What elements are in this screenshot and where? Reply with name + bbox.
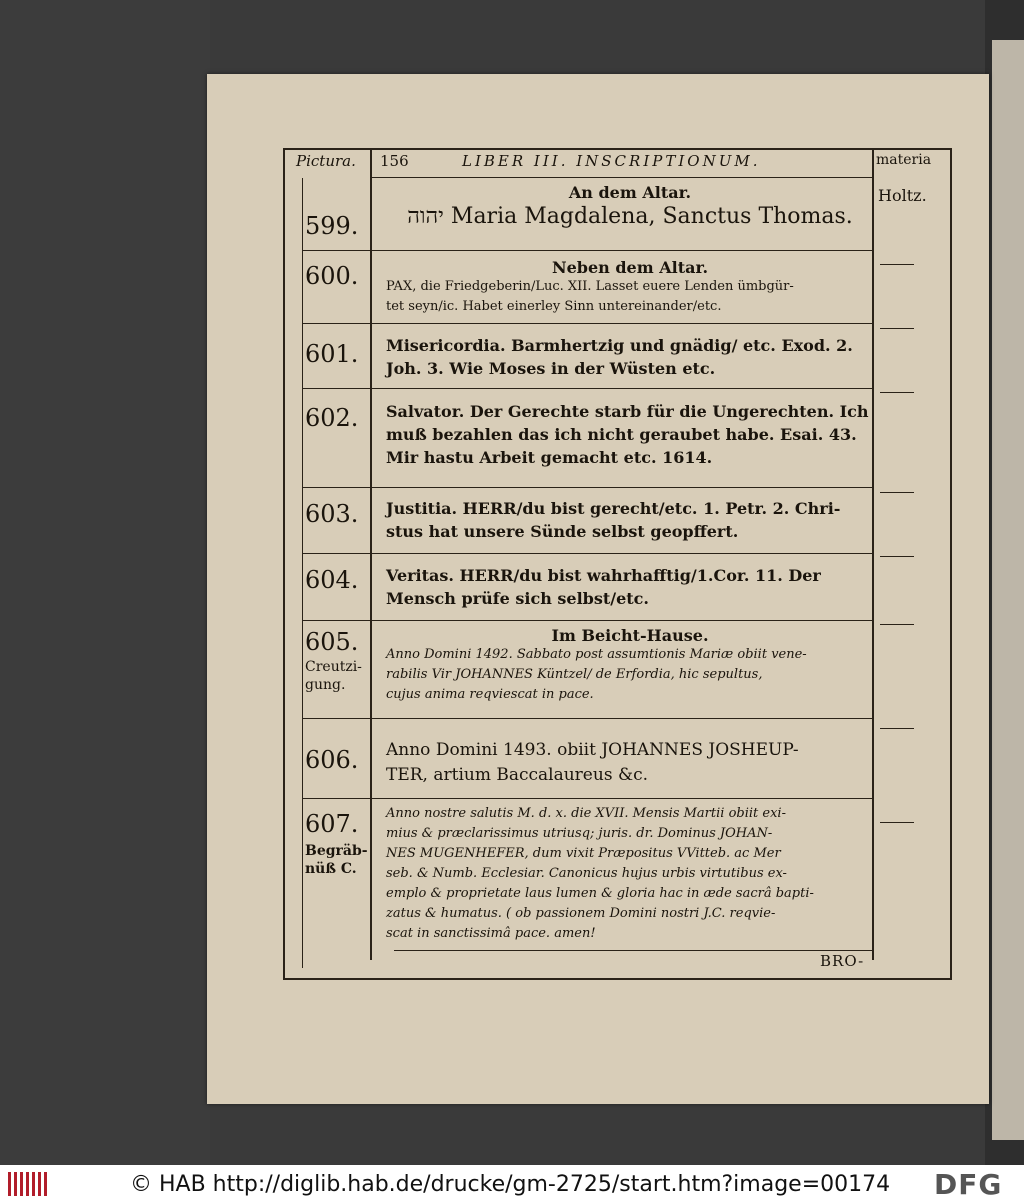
running-title: LIBER III. INSCRIPTIONUM. [462, 152, 761, 170]
dfg-logo: DFG [934, 1168, 1003, 1201]
entry-number-606: 606. [305, 746, 359, 774]
entry-number-605: 605. [305, 628, 359, 656]
entry-line: TER, artium Baccalaureus &c. [386, 765, 649, 785]
material-label: Holtz. [878, 186, 927, 205]
entry-number-607: 607. [305, 810, 359, 838]
entry-line: cujus anima reqviescat in pace. [386, 687, 594, 702]
entry-note-605: Creutzi- gung. [305, 659, 362, 693]
material-dash [880, 728, 914, 729]
entry-number-603: 603. [305, 500, 359, 528]
entry-600 [386, 258, 874, 317]
entry-line: יהוה Maria Magdalena, Sanctus Thomas. [407, 204, 853, 229]
scan-background-left [0, 0, 210, 1165]
header-rule [370, 177, 872, 178]
material-dash [880, 392, 914, 393]
material-dash [880, 264, 914, 265]
entry-note-607: Begräb- nüß C. [305, 843, 368, 877]
entry-603 [386, 497, 874, 543]
entry-line: mius & præclarissimus utriusq; juris. dr. Dominus JOHAN- [386, 826, 773, 841]
row-rule [394, 950, 872, 951]
entry-line: Mensch prüfe sich selbst/etc. [386, 589, 649, 608]
material-dash [880, 328, 914, 329]
entry-606 [386, 738, 874, 788]
entry-607 [386, 804, 874, 944]
entry-line: Veritas. HERR/du bist wahrhafftig/1.Cor. 11. Der [386, 566, 821, 585]
row-rule [302, 323, 872, 324]
row-rule [302, 620, 872, 621]
entry-604 [386, 564, 874, 610]
entry-line: zatus & humatus. ( ob passionem Domini nostri J.C. reqvie- [386, 906, 776, 921]
entry-line: Justitia. HERR/du bist gerecht/etc. 1. Petr. 2. Chri- [386, 499, 841, 518]
entry-line: rabilis Vir JOHANNES Küntzel/ de Erfordia, hic sepultus, [386, 667, 763, 682]
entry-line: Anno Domini 1492. Sabbato post assumtionis Mariæ obiit vene- [386, 647, 807, 662]
row-rule [302, 250, 872, 251]
entry-line: Salvator. Der Gerechte starb für die Ungerechten. Ich [386, 402, 869, 421]
entry-line: muß bezahlen das ich nicht geraubet habe. Esai. 43. [386, 425, 857, 444]
entry-line: scat in sanctissimâ pace. amen! [386, 926, 596, 941]
entry-line: Misericordia. Barmhertzig und gnädig/ etc. Exod. 2. [386, 336, 853, 355]
row-rule [302, 798, 872, 799]
entry-caption: Im Beicht-Hause. [551, 626, 709, 645]
entry-599 [386, 183, 874, 232]
entry-line: Anno Domini 1493. obiit JOHANNES JOSHEUP- [386, 740, 799, 760]
entry-line: Mir hastu Arbeit gemacht etc. 1614. [386, 448, 713, 467]
entry-number-600: 600. [305, 262, 359, 290]
row-rule [302, 388, 872, 389]
entry-caption: An dem Altar. [568, 183, 692, 202]
entry-line: seb. & Numb. Ecclesiar. Canonicus hujus urbis virtutibus ex- [386, 866, 787, 881]
entry-line: NES MUGENHEFER, dum vixit Præpositus VVitteb. ac Mer [386, 846, 781, 861]
entry-caption: Neben dem Altar. [551, 258, 709, 277]
material-dash [880, 822, 914, 823]
material-dash [880, 624, 914, 625]
entry-line: PAX, die Friedgeberin/Luc. XII. Lasset euere Lenden ümbgür- [386, 279, 794, 294]
catchword: BRO- [820, 952, 865, 970]
entry-line: Anno nostre salutis M. d. x. die XVII. Mensis Martii obiit exi- [386, 806, 786, 821]
entry-line: stus hat unsere Sünde selbst geopffert. [386, 522, 739, 541]
entry-number-601: 601. [305, 340, 359, 368]
column-divider [302, 178, 303, 968]
entry-number-602: 602. [305, 404, 359, 432]
material-dash [880, 556, 914, 557]
row-rule [302, 718, 872, 719]
page-number: 156 [380, 152, 409, 170]
row-rule [302, 553, 872, 554]
entry-605 [386, 626, 874, 705]
entry-line: emplo & proprietate laus lumen & gloria hac in æde sacrâ bapti- [386, 886, 814, 901]
entry-602 [386, 400, 874, 469]
entry-number-599: 599. [305, 212, 359, 240]
row-rule [302, 487, 872, 488]
column-header-pictura: Pictura. [296, 152, 356, 170]
entry-number-604: 604. [305, 566, 359, 594]
copyright-link[interactable]: © HAB http://diglib.hab.de/drucke/gm-2725/start.htm?image=00174 [130, 1172, 891, 1197]
material-dash [880, 492, 914, 493]
entry-601 [386, 334, 874, 380]
next-page-edge [992, 40, 1024, 1140]
entry-line: tet seyn/ic. Habet einerley Sinn untereinander/etc. [386, 299, 722, 314]
column-header-materia: materia [876, 152, 932, 168]
hab-logo-icon [6, 1168, 48, 1200]
entry-line: Joh. 3. Wie Moses in der Wüsten etc. [386, 359, 716, 378]
